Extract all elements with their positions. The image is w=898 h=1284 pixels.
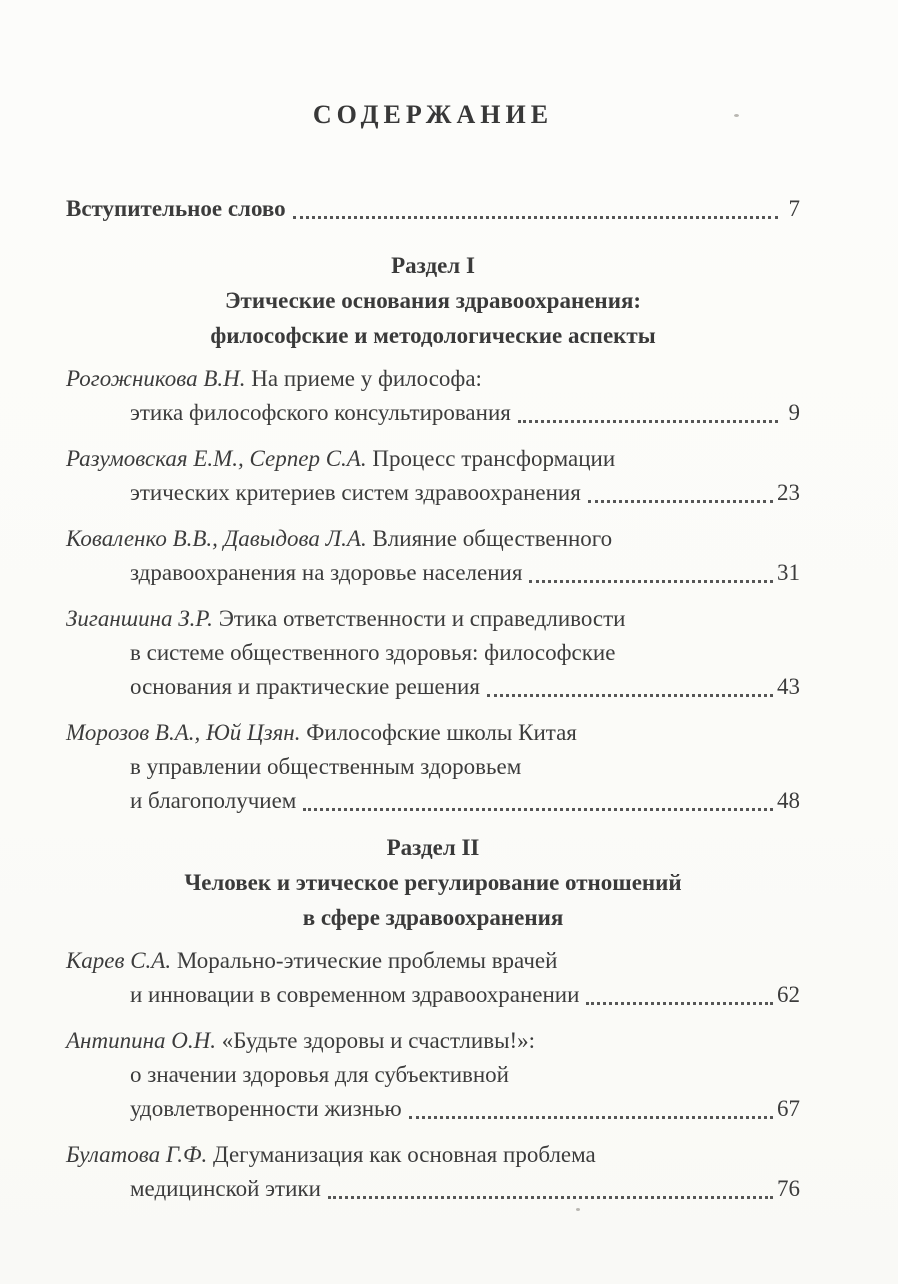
dot-leader [303,784,773,811]
toc-entry-authors: Разумовская Е.М., Серпер С.А. [66,446,367,471]
toc-entry-title: Этика ответственности и справедливости [218,606,626,631]
page-number: 7 [788,196,800,221]
toc-entry-line [66,442,800,476]
toc-entry-title: Морально-этические проблемы врачей [176,948,558,973]
section-subtitle-line: Человек и этическое регулирование отношений [184,870,682,895]
toc-section-1 [66,248,800,818]
toc-entry-line [66,476,800,510]
dot-leader [588,476,773,503]
toc-entry-authors: Зиганшина З.Р. [66,606,213,631]
dot-leader [328,1172,773,1199]
section-heading-block [66,248,800,353]
toc-entry-line [66,670,800,704]
toc-entry-authors: Коваленко В.В., Давыдова Л.А. [66,526,367,551]
toc-entry-title: Дегуманизация как основная проблема [212,1142,596,1167]
toc-entry-line [66,556,800,590]
toc-entry-title-continuation: этических критериев систем здравоохранения [130,480,581,505]
page-number: 48 [777,788,800,813]
dot-leader [529,556,773,583]
dot-leader [518,396,778,423]
toc-entry [66,362,800,430]
page-number: 67 [777,1096,800,1121]
toc-entry-line [66,362,800,396]
toc-entry-title-continuation: здравоохранения на здоровье населения [130,560,523,585]
section-subtitle-line: философские и методологические аспекты [210,323,656,348]
toc-entry-title-continuation: медицинской этики [130,1176,321,1201]
page-number: 62 [777,982,800,1007]
section-heading: Раздел I [391,253,475,278]
page-number: 9 [788,400,800,425]
toc-entry-title: Процесс трансформации [372,446,616,471]
toc-entry [66,944,800,1012]
section-subtitle-line: Этические основания здравоохранения: [224,288,642,313]
toc-entry-line [66,636,800,670]
toc-entry-line [66,944,800,978]
toc-entry-line [66,1024,800,1058]
page-number: 23 [777,480,800,505]
toc-entry-line [66,750,800,784]
toc-entry-line [66,784,800,818]
toc-entry [66,522,800,590]
toc-entry [66,1024,800,1126]
toc-entry-line [66,716,800,750]
toc-entry-line [66,1138,800,1172]
toc-entry-line [66,396,800,430]
page-number: 31 [777,560,800,585]
toc-entry-title-continuation: в управлении общественным здоровьем [130,754,522,779]
toc-entry-title-continuation: удовлетворенности жизнью [130,1096,402,1121]
section-subtitle-line: в сфере здравоохранения [302,905,564,930]
toc-entry-line [66,522,800,556]
toc-entry-line [66,602,800,636]
toc-entry-line [66,1092,800,1126]
toc-entry [66,602,800,704]
dot-leader [487,670,773,697]
toc-entry-line [66,1058,800,1092]
page-number: 76 [777,1176,800,1201]
toc-entry-title: Философские школы Китая [306,720,577,745]
toc-entry-title: «Будьте здоровы и счастливы!»: [221,1028,536,1053]
scan-speck [576,1208,580,1211]
toc-entry-authors: Карев С.А. [66,948,172,973]
toc-entry-title: Влияние общественного [372,526,613,551]
toc-entry [66,716,800,818]
toc-intro-entry [66,192,800,226]
scan-speck [734,114,739,117]
page-title: СОДЕРЖАНИЕ [312,100,554,129]
toc-entry-title-continuation: и инновации в современном здравоохранении [130,982,580,1007]
section-heading-block [66,830,800,935]
dot-leader [409,1092,773,1119]
page-number: 43 [777,674,800,699]
toc-section-2 [66,830,800,1206]
toc-entry-title-continuation: о значении здоровья для субъективной [130,1062,509,1087]
toc-entry-authors: Морозов В.А., Юй Цзян. [66,720,301,745]
dot-leader [293,192,778,219]
toc-entry-title: На приеме у философа: [251,366,482,391]
section-heading: Раздел II [386,835,480,860]
toc-entry-title-continuation: в системе общественного здоровья: философские [130,640,616,665]
dot-leader [586,978,773,1005]
toc-content [66,100,800,1206]
toc-intro-label: Вступительное слово [66,196,286,221]
toc-entry-line [66,1172,800,1206]
toc-entry [66,1138,800,1206]
toc-entry-authors: Рогожникова В.Н. [66,366,246,391]
toc-entry-title-continuation: основания и практические решения [130,674,480,699]
toc-entry-authors: Булатова Г.Ф. [66,1142,208,1167]
toc-entry-title-continuation: и благополучием [130,788,297,813]
toc-entry [66,442,800,510]
toc-entry-authors: Антипина О.Н. [66,1028,216,1053]
toc-entry-line [66,978,800,1012]
toc-entry-title-continuation: этика философского консультирования [130,400,511,425]
